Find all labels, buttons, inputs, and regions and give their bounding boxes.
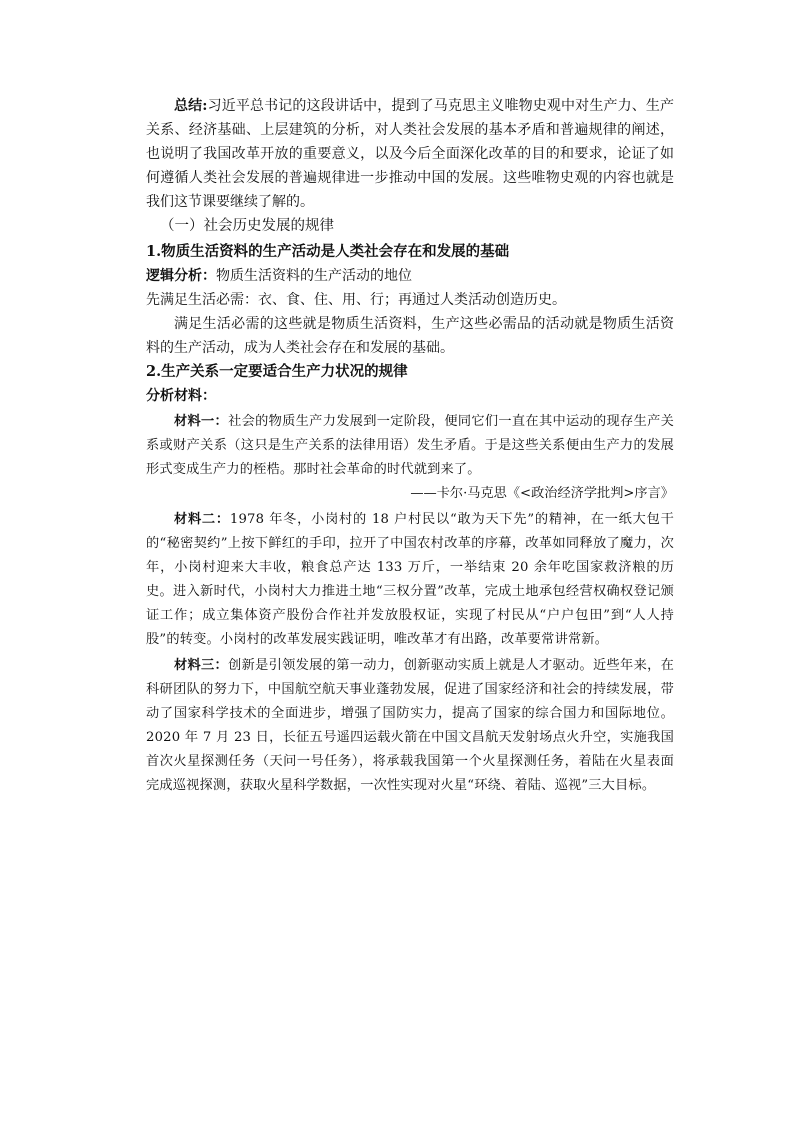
material3-text: 创新是引领发展的第一动力，创新驱动实质上就是人才驱动。近些年来，在科研团队的努力下，中国航空航天事业蓬勃发展，促进了国家经济和社会的持续发展，带动了国家科学技术的全面进步，增强了国防实力，提高了国家的综合国力和国际地位。2020 年 7 月 23 日，长征五号遥四运载火箭在中国文昌航天发射场点火升空，实施我国首次火星探测任务（天问一号任务），将承载我国第一个火星探测任务，着陆在火星表面完成巡视探测，获取火星科学数据，一次性实现对火星“环绕、着陆、巡视”三大目标。 (146, 658, 674, 793)
document-body (146, 94, 674, 798)
point1-title: 1.物质生活资料的生产活动是人类社会存在和发展的基础 (146, 243, 510, 260)
material2-paragraph (146, 508, 674, 652)
point1-heading (146, 240, 674, 264)
summary-text: 习近平总书记的这段讲话中，提到了马克思主义唯物史观中对生产力、生产关系、经济基础、上层建筑的分析，对人类社会发展的基本矛盾和普遍规律的阐述，也说明了我国改革开放的重要意义，以及今后全面深化改革的目的和要求，论证了如何遵循人类社会发展的普遍规律进一步推动中国的发展。这些唯物史观的内容也就是我们这节课要继续了解的。 (146, 98, 675, 210)
summary-label: 总结: (174, 98, 208, 114)
material1-text: 社会的物质生产力发展到一定阶段，便同它们一直在其中运动的现存生产关系或财产关系（这只是生产关系的法律用语）发生矛盾。于是这些关系便由生产力的发展形式变成生产力的桎梏。那时社会革命的时代就到来了。 (146, 414, 674, 477)
material1-label: 材料一： (174, 414, 229, 429)
necessities-line: 先满足生活必需：衣、食、住、用、行；再通过人类活动创造历史。 (146, 292, 566, 308)
logic-analysis-line (146, 264, 674, 288)
material2-label: 材料二： (174, 512, 230, 527)
material2-text: 1978 年冬，小岗村的 18 户村民以“敢为天下先”的精神，在一纸大包干的“秘密契约”上按下鲜红的手印，拉开了中国农村改革的序幕，改革如同释放了魔力，次年，小岗村迎来大丰收，粮食总产达 133 万斤，一举结束 20 余年吃国家救济粮的历史。进入新时代，小岗村大力推进土地“三权分置”改革，完成土地承包经营权确权登记颁证工作；成立集体资产股份合作社并发放股权证，实现了村民从“户户包田”到“人人持股”的转变。小岗村的改革发展实践证明，唯改革才有出路，改革要常讲常新。 (146, 512, 674, 647)
material-means-paragraph: 满足生活必需的这些就是物质生活资料，生产这些必需品的活动就是物质生活资料的生产活动，成为人类社会存在和发展的基础。 (146, 316, 674, 356)
point2-heading: 2.生产关系一定要适合生产力状况的规律 (146, 363, 408, 380)
material1-paragraph (146, 410, 674, 482)
summary-paragraph (146, 94, 674, 214)
material3-label: 材料三： (174, 658, 229, 673)
material3-paragraph (146, 654, 674, 798)
analysis-label: 分析材料： (146, 388, 216, 404)
section-heading: （一）社会历史发展的规律 (160, 218, 334, 234)
material1-source: ——卡尔·马克思《<政治经济学批判>序言》 (410, 486, 674, 501)
logic-label: 逻辑分析： (146, 268, 216, 284)
logic-text: 物质生活资料的生产活动的地位 (216, 268, 412, 284)
